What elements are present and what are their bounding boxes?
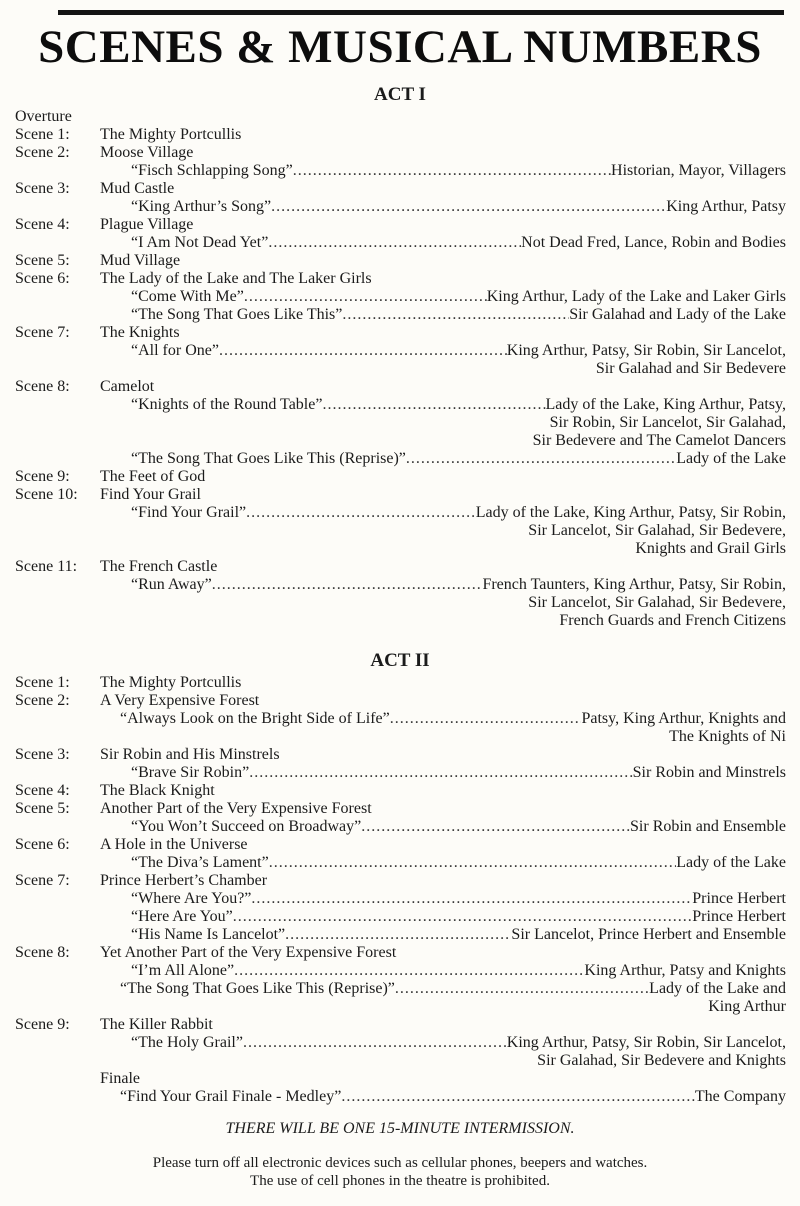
page-title: SCENES & MUSICAL NUMBERS (38, 21, 762, 73)
performers-continuation-row (0, 1052, 800, 1070)
performers-continued: Sir Lancelot, Sir Galahad, Sir Bedevere, (528, 522, 786, 539)
performers-continuation-row (0, 414, 800, 432)
performers-continuation-row (0, 728, 800, 746)
dot-leader (271, 198, 666, 216)
song-performers: French Taunters, King Arthur, Patsy, Sir Robin, (482, 576, 786, 593)
scene-row (0, 674, 800, 692)
act-2-heading: ACT II (370, 650, 430, 671)
performers-continuation-row (0, 540, 800, 558)
dot-leader (249, 764, 632, 782)
song-row (0, 504, 800, 522)
scene-title: Moose Village (100, 144, 194, 161)
scene-row (0, 486, 800, 504)
device-notice-line-1: Please turn off all electronic devices such as cellular phones, beepers and watches. (152, 1155, 648, 1171)
scene-row (0, 144, 800, 162)
song-performers: The Company (694, 1088, 786, 1105)
scene-title: Prince Herbert’s Chamber (100, 872, 268, 889)
song-title: “The Song That Goes Like This (Reprise)” (120, 980, 395, 997)
performers-continued: French Guards and French Citizens (559, 612, 786, 629)
song-title: “I Am Not Dead Yet” (131, 234, 269, 251)
song-performers: Historian, Mayor, Villagers (611, 162, 786, 179)
song-performers: King Arthur, Patsy, Sir Robin, Sir Lancelot, (506, 342, 786, 359)
scene-label: Scene 5: (15, 252, 70, 269)
song-title: “Find Your Grail” (131, 504, 247, 521)
song-performers: Lady of the Lake, King Arthur, Patsy, (545, 396, 786, 413)
scene-label: Scene 4: (15, 216, 70, 233)
song-title: “Brave Sir Robin” (131, 764, 250, 781)
scene-title: The Feet of God (100, 468, 206, 485)
performers-continued: Sir Lancelot, Sir Galahad, Sir Bedevere, (528, 594, 786, 611)
song-performers: Lady of the Lake and (649, 980, 786, 997)
song-row (0, 818, 800, 836)
performers-continued: The Knights of Ni (669, 728, 786, 745)
scene-label: Scene 1: (15, 674, 70, 691)
scene-label: Scene 9: (15, 1016, 70, 1033)
scene-title: The Lady of the Lake and The Laker Girls (100, 270, 372, 287)
dot-leader (219, 342, 507, 360)
scene-row (0, 216, 800, 234)
song-performers: Sir Galahad and Lady of the Lake (569, 306, 786, 323)
song-performers: King Arthur, Lady of the Lake and Laker Girls (486, 288, 786, 305)
scene-label: Scene 8: (15, 378, 70, 395)
song-row (0, 198, 800, 216)
scene-row (0, 126, 800, 144)
scene-row (0, 692, 800, 710)
dot-leader (322, 396, 545, 414)
scene-title: Yet Another Part of the Very Expensive Forest (100, 944, 397, 961)
song-performers: Sir Robin and Ensemble (630, 818, 786, 835)
song-row (0, 342, 800, 360)
device-notice-line-2: The use of cell phones in the theatre is prohibited. (250, 1173, 550, 1189)
song-title: “All for One” (131, 342, 219, 359)
act-1-heading: ACT I (374, 84, 426, 105)
scene-row (0, 1070, 800, 1088)
dot-leader (395, 980, 649, 998)
song-row (0, 980, 800, 998)
scene-row (0, 782, 800, 800)
scene-label: Scene 9: (15, 468, 70, 485)
song-performers: King Arthur, Patsy (666, 198, 786, 215)
scene-row (0, 558, 800, 576)
song-row (0, 962, 800, 980)
song-title: “You Won’t Succeed on Broadway” (131, 818, 362, 835)
dot-leader (212, 576, 483, 594)
dot-leader (251, 890, 692, 908)
act-1-list (0, 108, 800, 630)
dot-leader (285, 926, 511, 944)
scene-row (0, 324, 800, 342)
dot-leader (243, 1034, 507, 1052)
song-title: “The Song That Goes Like This (Reprise)” (131, 450, 406, 467)
scene-title: A Very Expensive Forest (100, 692, 260, 709)
song-performers: Lady of the Lake (676, 854, 786, 871)
scene-title: Finale (100, 1070, 140, 1087)
song-performers: Sir Lancelot, Prince Herbert and Ensemble (511, 926, 786, 943)
song-performers: Prince Herbert (692, 908, 786, 925)
scene-label: Scene 10: (15, 486, 78, 503)
song-performers: King Arthur, Patsy and Knights (584, 962, 786, 979)
scene-title: The Mighty Portcullis (100, 126, 242, 143)
song-row (0, 926, 800, 944)
scene-label: Scene 3: (15, 180, 70, 197)
performers-continuation-row (0, 522, 800, 540)
song-performers: Not Dead Fred, Lance, Robin and Bodies (521, 234, 786, 251)
song-title: “Where Are You?” (131, 890, 252, 907)
scene-label: Scene 5: (15, 800, 70, 817)
song-row (0, 306, 800, 324)
scene-label: Scene 2: (15, 144, 70, 161)
song-row (0, 710, 800, 728)
song-title: “The Holy Grail” (131, 1034, 243, 1051)
dot-leader (233, 908, 693, 926)
scene-title: Mud Village (100, 252, 181, 269)
performers-continued: King Arthur (708, 998, 786, 1015)
scene-row (0, 378, 800, 396)
song-row (0, 764, 800, 782)
dot-leader (269, 854, 677, 872)
scene-row (0, 800, 800, 818)
scene-title: The Mighty Portcullis (100, 674, 242, 691)
dot-leader (406, 450, 676, 468)
song-title: “Here Are You” (131, 908, 233, 925)
device-notice (0, 1154, 800, 1190)
scene-label: Scene 6: (15, 270, 70, 287)
song-row (0, 288, 800, 306)
song-row (0, 854, 800, 872)
song-title: “Knights of the Round Table” (131, 396, 323, 413)
song-title: “His Name Is Lancelot” (131, 926, 286, 943)
scene-title: Camelot (100, 378, 155, 395)
song-title: “Find Your Grail Finale - Medley” (120, 1088, 342, 1105)
dot-leader (268, 234, 521, 252)
performers-continued: Sir Bedevere and The Camelot Dancers (532, 432, 786, 449)
scene-label: Scene 6: (15, 836, 70, 853)
dot-leader (390, 710, 582, 728)
scene-label: Scene 7: (15, 872, 70, 889)
program-content (0, 82, 800, 1190)
song-row (0, 1034, 800, 1052)
song-row (0, 908, 800, 926)
scene-row (0, 252, 800, 270)
scene-row (0, 108, 800, 126)
song-title: “The Diva’s Lament” (131, 854, 269, 871)
dot-leader (342, 306, 569, 324)
performers-continued: Sir Galahad and Sir Bedevere (595, 360, 786, 377)
scene-label: Scene 8: (15, 944, 70, 961)
scene-row (0, 836, 800, 854)
dot-leader (361, 818, 630, 836)
song-title: “King Arthur’s Song” (131, 198, 272, 215)
song-performers: King Arthur, Patsy, Sir Robin, Sir Lancelot, (506, 1034, 786, 1051)
performers-continuation-row (0, 432, 800, 450)
performers-continuation-row (0, 594, 800, 612)
scene-row (0, 180, 800, 198)
dot-leader (234, 962, 584, 980)
scene-title: Plague Village (100, 216, 194, 233)
intermission-note: THERE WILL BE ONE 15-MINUTE INTERMISSION. (225, 1120, 575, 1137)
top-rule (58, 10, 784, 15)
scene-row (0, 944, 800, 962)
scene-label: Scene 3: (15, 746, 70, 763)
act-2-list (0, 674, 800, 1106)
scene-label: Scene 2: (15, 692, 70, 709)
song-title: “I’m All Alone” (131, 962, 235, 979)
song-performers: Sir Robin and Minstrels (632, 764, 786, 781)
song-performers: Lady of the Lake, King Arthur, Patsy, Sir Robin, (475, 504, 786, 521)
scene-title: Mud Castle (100, 180, 175, 197)
scene-row (0, 468, 800, 486)
scene-row (0, 270, 800, 288)
scene-row (0, 872, 800, 890)
scene-title: A Hole in the Universe (100, 836, 248, 853)
song-row (0, 890, 800, 908)
song-performers: Lady of the Lake (676, 450, 786, 467)
song-title: “Come With Me” (131, 288, 244, 305)
dot-leader (341, 1088, 695, 1106)
song-row (0, 162, 800, 180)
song-performers: Prince Herbert (692, 890, 786, 907)
song-title: “Always Look on the Bright Side of Life” (120, 710, 390, 727)
performers-continuation-row (0, 612, 800, 630)
scene-label: Overture (15, 108, 72, 125)
performers-continuation-row (0, 360, 800, 378)
scene-title: The Black Knight (100, 782, 215, 799)
scene-label: Scene 4: (15, 782, 70, 799)
scene-title: Find Your Grail (100, 486, 201, 503)
song-title: “The Song That Goes Like This” (131, 306, 343, 323)
song-row (0, 1088, 800, 1106)
song-row (0, 396, 800, 414)
scene-title: The Killer Rabbit (100, 1016, 213, 1033)
song-row (0, 234, 800, 252)
performers-continuation-row (0, 998, 800, 1016)
performers-continued: Sir Galahad, Sir Bedevere and Knights (537, 1052, 786, 1069)
song-row (0, 450, 800, 468)
performers-continued: Knights and Grail Girls (635, 540, 786, 557)
dot-leader (293, 162, 611, 180)
scene-row (0, 746, 800, 764)
scene-label: Scene 7: (15, 324, 70, 341)
scene-title: The Knights (100, 324, 180, 341)
scene-row (0, 1016, 800, 1034)
song-row (0, 576, 800, 594)
scene-title: Sir Robin and His Minstrels (100, 746, 280, 763)
scene-title: Another Part of the Very Expensive Forest (100, 800, 372, 817)
scene-label: Scene 1: (15, 126, 70, 143)
song-title: “Fisch Schlapping Song” (131, 162, 293, 179)
scene-label: Scene 11: (15, 558, 78, 575)
scene-title: The French Castle (100, 558, 218, 575)
performers-continued: Sir Robin, Sir Lancelot, Sir Galahad, (549, 414, 786, 431)
song-title: “Run Away” (131, 576, 212, 593)
dot-leader (246, 504, 476, 522)
song-performers: Patsy, King Arthur, Knights and (581, 710, 786, 727)
dot-leader (244, 288, 487, 306)
